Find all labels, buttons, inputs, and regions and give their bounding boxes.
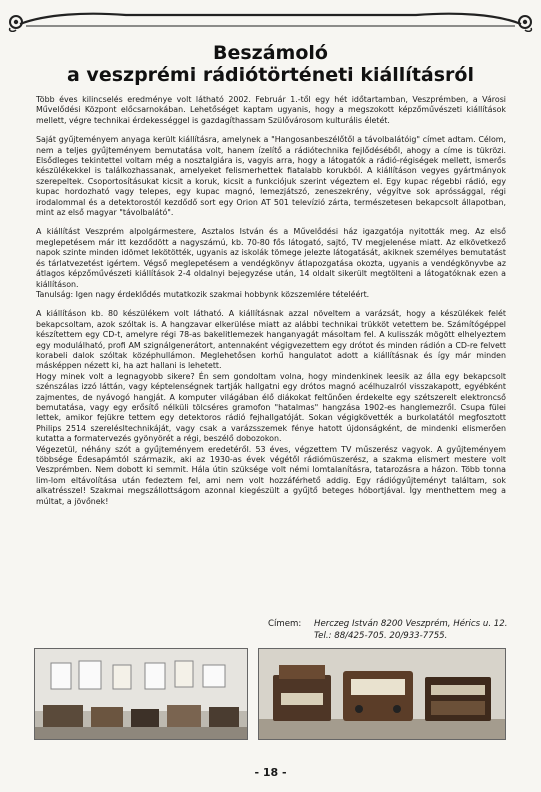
- article-title-line-2: a veszprémi rádiótörténeti kiállításról: [67, 64, 474, 86]
- address-label: Címem:: [268, 619, 302, 629]
- article-title-line-1: Beszámoló: [213, 42, 328, 64]
- paragraph-success: Hogy minek volt a legnagyobb sikere? Én sem gondoltam volna, hogy mindenkinek leesik az álla egy bekapcsolt szénszálas izzó láttán, vagy képtelenségnek tartják hallgatni egy drótos magnó acélhuzalról visszakapott, egyébként zajmentes, de nyávogó hangját. A komputer világában élő diákokat feltűnően érdekelte egy szétszerelt elektroncső bemutatása, vagy egy erősítő nélküli tölcséres gramofon "hatalmas" hangzása 1902-es hanglemezről. Csupa fülei lettek, amikor fejükre tettem egy detektoros rádió fejhallgatóját. Sokan végigkövették a burkolatától megfosztott Philips 2514 szerelésltechnikáját, vagy csak a varázsszemek fénye hatott újdonságként, de mindenki elismerően kutatta a formatervezés gyönyörét a régi, beszélő dobozokon.: [36, 371, 506, 444]
- decorative-border-top: [6, 6, 535, 32]
- article-title: [30, 42, 511, 86]
- article-body: [36, 95, 506, 507]
- address-line-2: Tel.: 88/425-705. 20/933-7755.: [314, 631, 448, 641]
- contact-address: [268, 618, 508, 642]
- paragraph-opening: A kiállítást Veszprém alpolgármestere, Asztalos István és a Művelődési ház igazgatója nyitották meg. Az első meglepetésem már itt kezdődött a nagyszámú, kb. 70-80 fős látogató, sajtó, TV megjelenése miatt. Az elkövetkező napok szinte minden idömet lekötötték, ugyanis az iskolák tömege jelezte látogatását, akiknek személyes bemutatást és tárlatvezetést igértem. Végső meglepetésem a vendégkönyv átlapozgatása okozta, ugyanis a vendégkönyvbe az átlagos képzőművészeti kiállítások 2-4 oldalnyi bejegyzése után, 14 oldalt sikerült megtölteni a látogatóknak ezen a kiállításon.: [36, 227, 506, 289]
- paragraph-collection: Saját gyűjteményem anyaga került kiállításra, amelynek a "Hangosanbeszélőtől a távolbalátóig" címet adtam. Célom, nem a teljes gyűjteményem bemutatása volt, hanem ízelítő a rádiótechnika fejlődéséből, ahogy a címe is tükrözi. Elsődleges tekintettel voltam még a nosztalgiára is, vagyis arra, hogy a látogatók a rádió-régiségek mellett, ismerős készülékekkel is találkozhassanak, amelyeket felismerhettek fiatalabb korukból. A kiállításon vegyes gyártmányok szerepeltek. Csoportosításukat kicsit a koruk, kicsit a funkciójuk szerint végeztem el. Egy kupac régebbi rádió, egy kupac hordozható vagy telepes, egy kupac magnó, lemezjátszó, zeneszekrény, végyítve sok apróssággal, régi irodalommal és a detektorostól kezdődő sort egy Orion AT 501 televízió zárta, természetesen bekapcsolt állapotban, mint az első magyar "távolbalátó".: [36, 135, 506, 218]
- paragraph-exhibits: A kiállításon kb. 80 készülékem volt látható. A kiállításnak azzal növeltem a varázsát, hogy a készülékek felét bekapcsoltam, azok szóltak is. A hangzavar elkerülése miatt az alábbi technikai trükköt vetettem be. Számítógéppel készítettem egy CD-t, amelyre régi 78-as bakelitlemezek hanganyagát másoltam fel. A kulisszák mögött elhelyeztem egy modulálható, profi AM szignálgenerátort, antennaként végigvezettem egy drótot és minden rádión a CD-re felvett korabeli dalok szóltak középhullámon. Meglehetősen korhű hangulatot adott a kiállításnak és így már minden másképpen nézett ki, ha azt hallani is lehetett.: [36, 309, 506, 371]
- address-line-1: Herczeg István 8200 Veszprém, Hérics u. 12.: [314, 619, 508, 629]
- photo-radio-display: [258, 648, 506, 740]
- paragraph-origin: Végezetül, néhány szót a gyűjteményem eredetéről. 53 éves, végzettem TV műszerész vagyok. A gyűjteményem többsége Édesapámtól származik, aki az 1930-as évek végétől rádiómüszerész, a szakma elismert mestere volt Veszprémben. Nem dobott ki semmit. Hála útin szüksége volt némi lomtalanításra, tatarozásra a házon. Több tonna lim-lom eltávolítása után fedeztem fel, ami nem volt hozzáférhető addig. Egy rádiógyűjteményt találtam, sok alkatrésszel! Szakmai megszállottságom azonnal kiegészült a gyűjtő beteges hóbortjával. Így menthettem meg a múltat, a jövőnek!: [36, 444, 506, 506]
- paragraph-intro: Több éves kilincselés eredménye volt látható 2002. Február 1.-től egy hét időtartamban, Veszprémben, a Városi Művelődési Központ előcsarnokában. Lehetőséget kaptam ugyanis, hogy a megszokott képzőművészeti kiállítások mellett, végre technikai érdekességgel is gazdagíthassam Szülővárosom kulturális életét.: [36, 95, 506, 125]
- page-number: - 18 -: [254, 766, 287, 779]
- paragraph-lesson: Tanulság: Igen nagy érdeklődés mutatkozik szakmai hobbynk közszemlére tételéért.: [36, 289, 370, 299]
- photo-exhibition-hall: [34, 648, 248, 740]
